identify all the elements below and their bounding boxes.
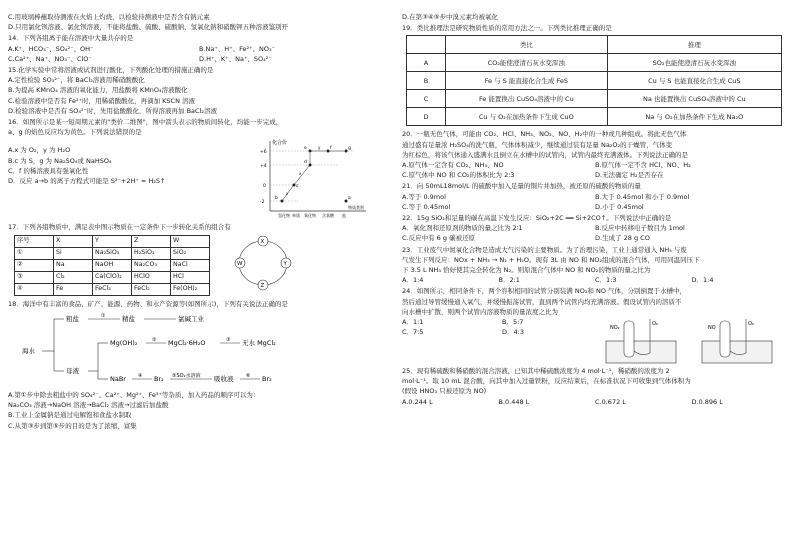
flow-mgcl2-hydrate: MgCl₂·6H₂O <box>168 338 206 347</box>
table-row <box>407 72 782 90</box>
flow-step2: ② <box>152 336 157 343</box>
q19-cell: Cu 与 S 也能直接化合生成 CuS <box>607 72 781 90</box>
q20-stem-line1: 20．一瓶无色气体，可能由 CO₂、HCl、NH₃、NO₂、NO、H₂中的一种或几种组成。将此无色气体 <box>402 130 687 139</box>
q22-options-row1 <box>402 223 788 233</box>
xcat-salt: 盐 <box>342 213 346 219</box>
q17-table-header <box>15 235 210 247</box>
table-row <box>407 90 782 108</box>
q15-option-c: C.检验溶液中是否有 Fe²⁺时，用稀硝酸酸化，再滴加 KSCN 溶液 <box>8 96 196 105</box>
q17-cell: Na₂SiO₃ <box>93 247 132 259</box>
flow-mgoh2: Mg(OH)₂ <box>110 338 138 347</box>
q17-cycle-diagram <box>228 233 298 293</box>
q25-option-b: B.0.448 L <box>498 397 530 406</box>
flow-step4: ④ <box>138 372 143 379</box>
graph-ytick-minus2: -2 <box>260 200 265 206</box>
q19-cell: B <box>407 72 446 90</box>
xcat-acid: 含氧酸 <box>322 213 334 219</box>
graph-ytick-0: 0 <box>263 184 266 190</box>
q19-cell: SO₂也能使澄清石灰水变浑浊 <box>607 54 781 72</box>
graph-xlabel: 物质类别 <box>348 205 364 211</box>
flow-step1: ① <box>101 312 106 319</box>
q16-option-d: D．反应 a→b 的离子方程式可能是 S²⁻+2H⁺ = H₂S↑ <box>8 177 166 186</box>
test-tube-left <box>624 321 634 357</box>
q19-cell: Fe 与 S 能直接化合生成 FeS <box>446 72 608 90</box>
q25-option-c: C.0.672 L <box>595 397 626 406</box>
q17-cell: SiO₂ <box>171 247 210 259</box>
table-row <box>15 259 210 271</box>
q21-stem: 21．向 50mL18mol/L 的硫酸中加入足量的铜片并加热，被还原的硫酸的物质的量 <box>402 182 641 191</box>
tube-label-no2: NO₂ <box>610 325 620 332</box>
q24-stem-line1: 24．如图所示，相同条件下，两个容积相同的试管分别装满 NO₂和 NO 气体，分别倒置于水槽中， <box>402 287 687 296</box>
q17-stem: 17．下列各组物质中，满足表中图示物质在一定条件下一步转化关系的组合有 <box>8 223 231 232</box>
arrow-label-x2: x <box>299 171 302 177</box>
q14-options-row2 <box>8 54 390 64</box>
q19-cell: CO₂能使澄清石灰水变浑浊 <box>446 54 608 72</box>
q16-option-c: C．f 的稀溶液具有强氧化性 <box>8 166 89 175</box>
flow-br2-final: Br₂ <box>262 374 272 383</box>
q24-options-row1 <box>402 317 602 327</box>
table-row <box>15 283 210 295</box>
q19-cell: Na 也能置换出 CuSO₄溶液中的 Cu <box>607 90 781 108</box>
q18-option-a: A.第①步中除去粗盐中的 SO₄²⁻、Ca²⁺、Mg²⁺、Fe³⁺等杂质，加入药品的顺序可以为： <box>8 391 260 400</box>
xcat-element: 单质 <box>292 213 300 219</box>
q14-stem: 14．下列各组离子能在溶液中大量共存的是 <box>8 34 134 43</box>
q18-option-c: C.从第③步到第⑤步的目的是为了浓缩、富集 <box>8 421 137 430</box>
q24-tube-diagram <box>602 317 782 365</box>
arrow-label-x1: x <box>286 191 289 197</box>
q17-cell: Ca(ClO)₂ <box>93 271 132 283</box>
q18-flow-diagram <box>8 309 388 387</box>
left-column <box>8 12 390 431</box>
cycle-node-z: Z <box>260 282 265 289</box>
q16-option-a: A.x 为 O₂，y 为 H₂O <box>8 146 71 155</box>
q20-stem-line2: 通过盛有足量浓 H₂SO₄的洗气瓶，气体体积减少，继续通过装有足量 Na₂O₂的干燥管，气体变 <box>402 140 673 149</box>
q21-options-row1 <box>402 192 788 202</box>
point-label-g: g <box>348 146 351 152</box>
q17-cell: Na <box>54 259 93 271</box>
water-trough-left <box>606 341 676 363</box>
q25-stem-line3: (假设 HNO₃ 只被还原为 NO) <box>402 387 487 396</box>
q20-option-a: A.原气体一定含有 CO₂、NH₃、NO <box>402 161 504 170</box>
q22-option-b: B.反应中转移电子数目为 1mol <box>595 224 685 233</box>
q16-block <box>8 137 390 221</box>
water-trough-right <box>702 341 772 363</box>
q17-cell: ④ <box>15 283 54 295</box>
q17-header-cell: W <box>171 235 210 247</box>
q19-table <box>406 35 782 126</box>
q23-options <box>402 275 788 285</box>
q16-stem-line2: a、g 的焰色反应均为黄色。下列说法错误的是 <box>8 128 142 137</box>
q15-option-d: D.检验溶液中是否有 SO₄²⁻时，先用盐酸酸化，所得溶液再加 BaCl₂溶液 <box>8 106 217 115</box>
q22-option-d: D.生成了 28 g CO <box>595 234 650 243</box>
point-label-c: c <box>296 184 299 190</box>
q22-options-row2 <box>402 233 788 243</box>
q17-cell: Si <box>54 247 93 259</box>
q24-option-a: A．1:1 <box>402 318 424 327</box>
point-label-b: b <box>275 196 278 202</box>
q15-stem: 15.化学实验中常将溶液或试剂进行酸化，下列酸化处理的措施正确的是 <box>8 66 214 75</box>
q15-option-a: A.定性检验 SO₃²⁻，将 BaCl₂溶液用稀硝酸酸化 <box>8 76 145 85</box>
q17-cell: Cl₂ <box>54 271 93 283</box>
q23-option-c: C．1:3 <box>595 276 617 285</box>
q19-cell: Cu 与 O₂在加热条件下生成 CuO <box>446 108 608 126</box>
q24-option-b: B．5:7 <box>502 318 524 327</box>
q24-option-c: C．7:5 <box>402 328 424 337</box>
q25-options <box>402 397 788 407</box>
graph-ytick-plus6: +6 <box>260 150 267 156</box>
q17-cell: Na₂CO₃ <box>132 259 171 271</box>
q13-option-d: D.只用氯化钡溶液、氯化钡溶液，不能将盐酸、硫酸、硫酸钠、氢氧化钠和硝酸钾五种溶液鉴别开 <box>8 23 289 32</box>
q16-option-b: B.c 为 S，g 为 Na₂SO₄或 NaHSO₄ <box>8 156 112 165</box>
point-label-d: d <box>304 160 307 166</box>
q19-cell: C <box>407 90 446 108</box>
right-column <box>402 12 788 407</box>
q17-cell: ③ <box>15 271 54 283</box>
q23-stem-line1: 23．工业废气中氮氧化合物是造成大气污染的主要物质。为了治理污染，工业上通常通入 NH₃ 与废 <box>402 245 687 254</box>
point-label-a: a <box>348 196 351 202</box>
graph-ylabel: 化合价 <box>272 140 288 147</box>
q24-block <box>402 317 788 365</box>
flow-anhydrous-mgcl2: 无水 MgCl₂ <box>242 338 276 347</box>
cycle-node-w: W <box>237 260 243 267</box>
q17-cell: FeCl₂ <box>132 283 171 295</box>
q19-cell: A <box>407 54 446 72</box>
q14-option-a: A.K⁺、HCO₃⁻、SO₄²⁻、OH⁻ <box>8 44 94 53</box>
flow-refined-salt: 精盐 <box>122 314 135 323</box>
q20-option-b: B.原气体一定不含 HCl、NO、H₂ <box>595 161 691 170</box>
q17-block <box>8 233 390 298</box>
cycle-node-y: Y <box>283 260 287 267</box>
q18-stem: 18．海洋中有丰富的食品、矿产、能源、药物、和水产资源等(如图所示)，下列有关说法正确的是 <box>8 299 288 308</box>
q17-header-cell: Y <box>93 235 132 247</box>
q23-stem-line2: 气发生下列反应：NOx + NH₃ → N₂ + H₂O。现有 3L 由 NO 和 NO₂组成的混合气体，可用同温同压下 <box>402 255 700 264</box>
q17-cell: NaOH <box>93 259 132 271</box>
xcat-oxide: 氧化物 <box>304 213 316 219</box>
q17-cell: H₂SiO₃ <box>132 247 171 259</box>
q17-cell: HCl <box>171 271 210 283</box>
q20-option-d: D.无法确定 H₂是否存在 <box>595 171 664 180</box>
q21-option-d: D.小于 0.45mol <box>595 202 644 211</box>
q14-option-d: D.H⁺、K⁺、Na⁺、SO₄²⁻ <box>199 54 272 63</box>
q19-header-cell <box>407 36 446 54</box>
table-row <box>15 247 210 259</box>
q21-options-row2 <box>402 202 788 212</box>
flow-crude-salt: 粗盐 <box>66 314 79 323</box>
q22-option-c: C.反应中有 6 g 碳被还原 <box>402 234 476 243</box>
q21-option-b: B.大于 0.45mol 和小于 0.9mol <box>595 192 690 201</box>
q23-option-d: D．1:4 <box>691 276 714 285</box>
q17-cell: Fe(OH)₂ <box>171 283 210 295</box>
flow-source-seawater: 海水 <box>22 346 35 355</box>
q24-options <box>402 317 602 365</box>
q23-option-a: A．1:4 <box>402 276 424 285</box>
xcat-hydride: 氢化物 <box>278 213 290 219</box>
q20-option-c: C.原气体中 NO 和 CO₂的体积比为 2:3 <box>402 171 515 180</box>
q16-options <box>8 137 258 221</box>
q21-option-c: C.等于 0.45mol <box>402 202 451 211</box>
graph-ytick-plus4: +4 <box>260 164 267 170</box>
flow-step3: ③ <box>226 336 231 343</box>
point-label-f: f <box>330 146 332 152</box>
q25-stem-line1: 25．现有稀硫酸和稀硝酸的混合溶液，已知其中稀硫酸浓度为 4 mol·L⁻¹，稀硝酸的浓度为 2 <box>402 367 670 376</box>
q16-value-class-graph <box>258 137 368 221</box>
q17-header-cell: X <box>54 235 93 247</box>
test-tube-right <box>720 321 730 357</box>
q22-option-a: A．氧化剂和还原剂的物质的量之比为 2∶1 <box>402 224 523 233</box>
q21-option-a: A.等于 0.9mol <box>402 192 446 201</box>
q24-options-row2 <box>402 327 602 337</box>
q19-cell: D <box>407 108 446 126</box>
q19-cell: Na 与 O₂在加热条件下生成 Na₂O <box>607 108 781 126</box>
q17-cell: Fe <box>54 283 93 295</box>
q17-cell: ② <box>15 259 54 271</box>
flow-absorbent: 吸收液 <box>214 374 234 383</box>
flow-step5: ⑤SO₂水溶液 <box>172 372 201 379</box>
q23-option-b: B．2:1 <box>498 276 520 285</box>
flow-mother-liquor: 母液 <box>66 366 79 375</box>
table-row <box>407 108 782 126</box>
q18-option-d: D.在第③④⑤步中溴元素均被氧化 <box>402 13 499 21</box>
q20-options-row1 <box>402 160 788 170</box>
q16-stem-line1: 16．如图所示是某一短周期元素的"类价二维图"，图中箭头表示的物质间转化，均能一步完成， <box>8 118 283 127</box>
arrow-label-y: y <box>318 145 321 151</box>
q17-table <box>14 235 210 296</box>
q24-stem-line3: 向水槽中扩散，则两个试管内溶液物质的量浓度之比为 <box>402 307 558 316</box>
flow-nabr: NaBr <box>110 374 126 383</box>
q19-header-cell: 推理 <box>607 36 781 54</box>
q14-option-b: B.Na⁺、H⁺、Fe²⁺、NO₃⁻ <box>199 44 276 53</box>
q17-cell: NaCl <box>171 259 210 271</box>
tube-label-no: NO <box>708 325 716 332</box>
q24-stem-line2: 然后通过导管缓慢通入氧气，并缓慢振荡试管，直到两个试管内均充满溶液。假设试管内的溶质不 <box>402 297 682 306</box>
q13-option-c: C.用玻璃棒蘸取待测液在火焰上灼烧，以检验待测液中是否含有钠元素 <box>8 13 210 21</box>
q22-stem: 22．15g SiO₂和足量的碳在高温下发生反应：SiO₂+2C ══ Si+2CO↑。下列说法中正确的是 <box>402 214 672 223</box>
q15-option-b: B.为提高 KMnO₄ 溶液的氧化能力，用盐酸将 KMnO₄溶液酸化 <box>8 86 188 95</box>
cycle-node-x: X <box>260 238 265 245</box>
q19-table-header <box>407 36 782 54</box>
q17-header-cell: Z <box>132 235 171 247</box>
q25-stem-line2: mol·L⁻¹。取 10 mL 混合酸，向其中加入过量铁粉，反应结束后，在标准状况下可收集到气体体积为 <box>402 377 691 386</box>
q25-option-d: D.0.896 L <box>691 397 723 406</box>
q14-options <box>8 44 390 54</box>
q19-stem: 19．类比推理法是研究物质性质的常用方法之一。下列类比推理正确的是 <box>402 24 612 33</box>
q17-cell: ① <box>15 247 54 259</box>
q14-option-c: C.Ca²⁺、Na⁺、NO₃⁻、ClO⁻ <box>8 54 92 63</box>
q19-cell: Fe 能置换出 CuSO₄溶液中的 Cu <box>446 90 608 108</box>
q20-options-row2 <box>402 170 788 180</box>
flow-br2: Br₂ <box>154 374 164 383</box>
flow-step6: ⑥ <box>246 372 251 379</box>
q17-header-cell: 序号 <box>15 235 54 247</box>
q18-option-a-cont: Na₂CO₃ 溶液→NaOH 溶液→BaCl₂ 溶液→过滤后加盐酸 <box>8 401 169 410</box>
tube-label-o2-left: O₂ <box>652 321 658 328</box>
q25-option-a: A.0.244 L <box>402 397 433 406</box>
flow-chloralkali: 氯碱工业 <box>178 314 204 323</box>
q24-option-d: D．4:3 <box>502 328 524 337</box>
q17-cell: FeCl₃ <box>93 283 132 295</box>
q18-option-b: B.工业上金属钠是通过电解饱和食盐水制取 <box>8 411 132 420</box>
q23-stem-line3: 下 3.5 L NH₃ 恰好使其完全转化为 N₂。则原混合气体中 NO 和 NO₂的物质的量之比为 <box>402 266 651 275</box>
table-row <box>407 54 782 72</box>
table-row <box>15 271 210 283</box>
point-label-e: e <box>304 146 307 152</box>
q19-header-cell: 类比 <box>446 36 608 54</box>
q17-cell: HClO <box>132 271 171 283</box>
tube-label-o2-right: O₂ <box>748 321 754 328</box>
q20-stem-line3: 为红棕色，将该气体通入盛满水且倒立在水槽中的试管内，试管内最终充满液体。下列说法正确的是 <box>402 150 688 159</box>
